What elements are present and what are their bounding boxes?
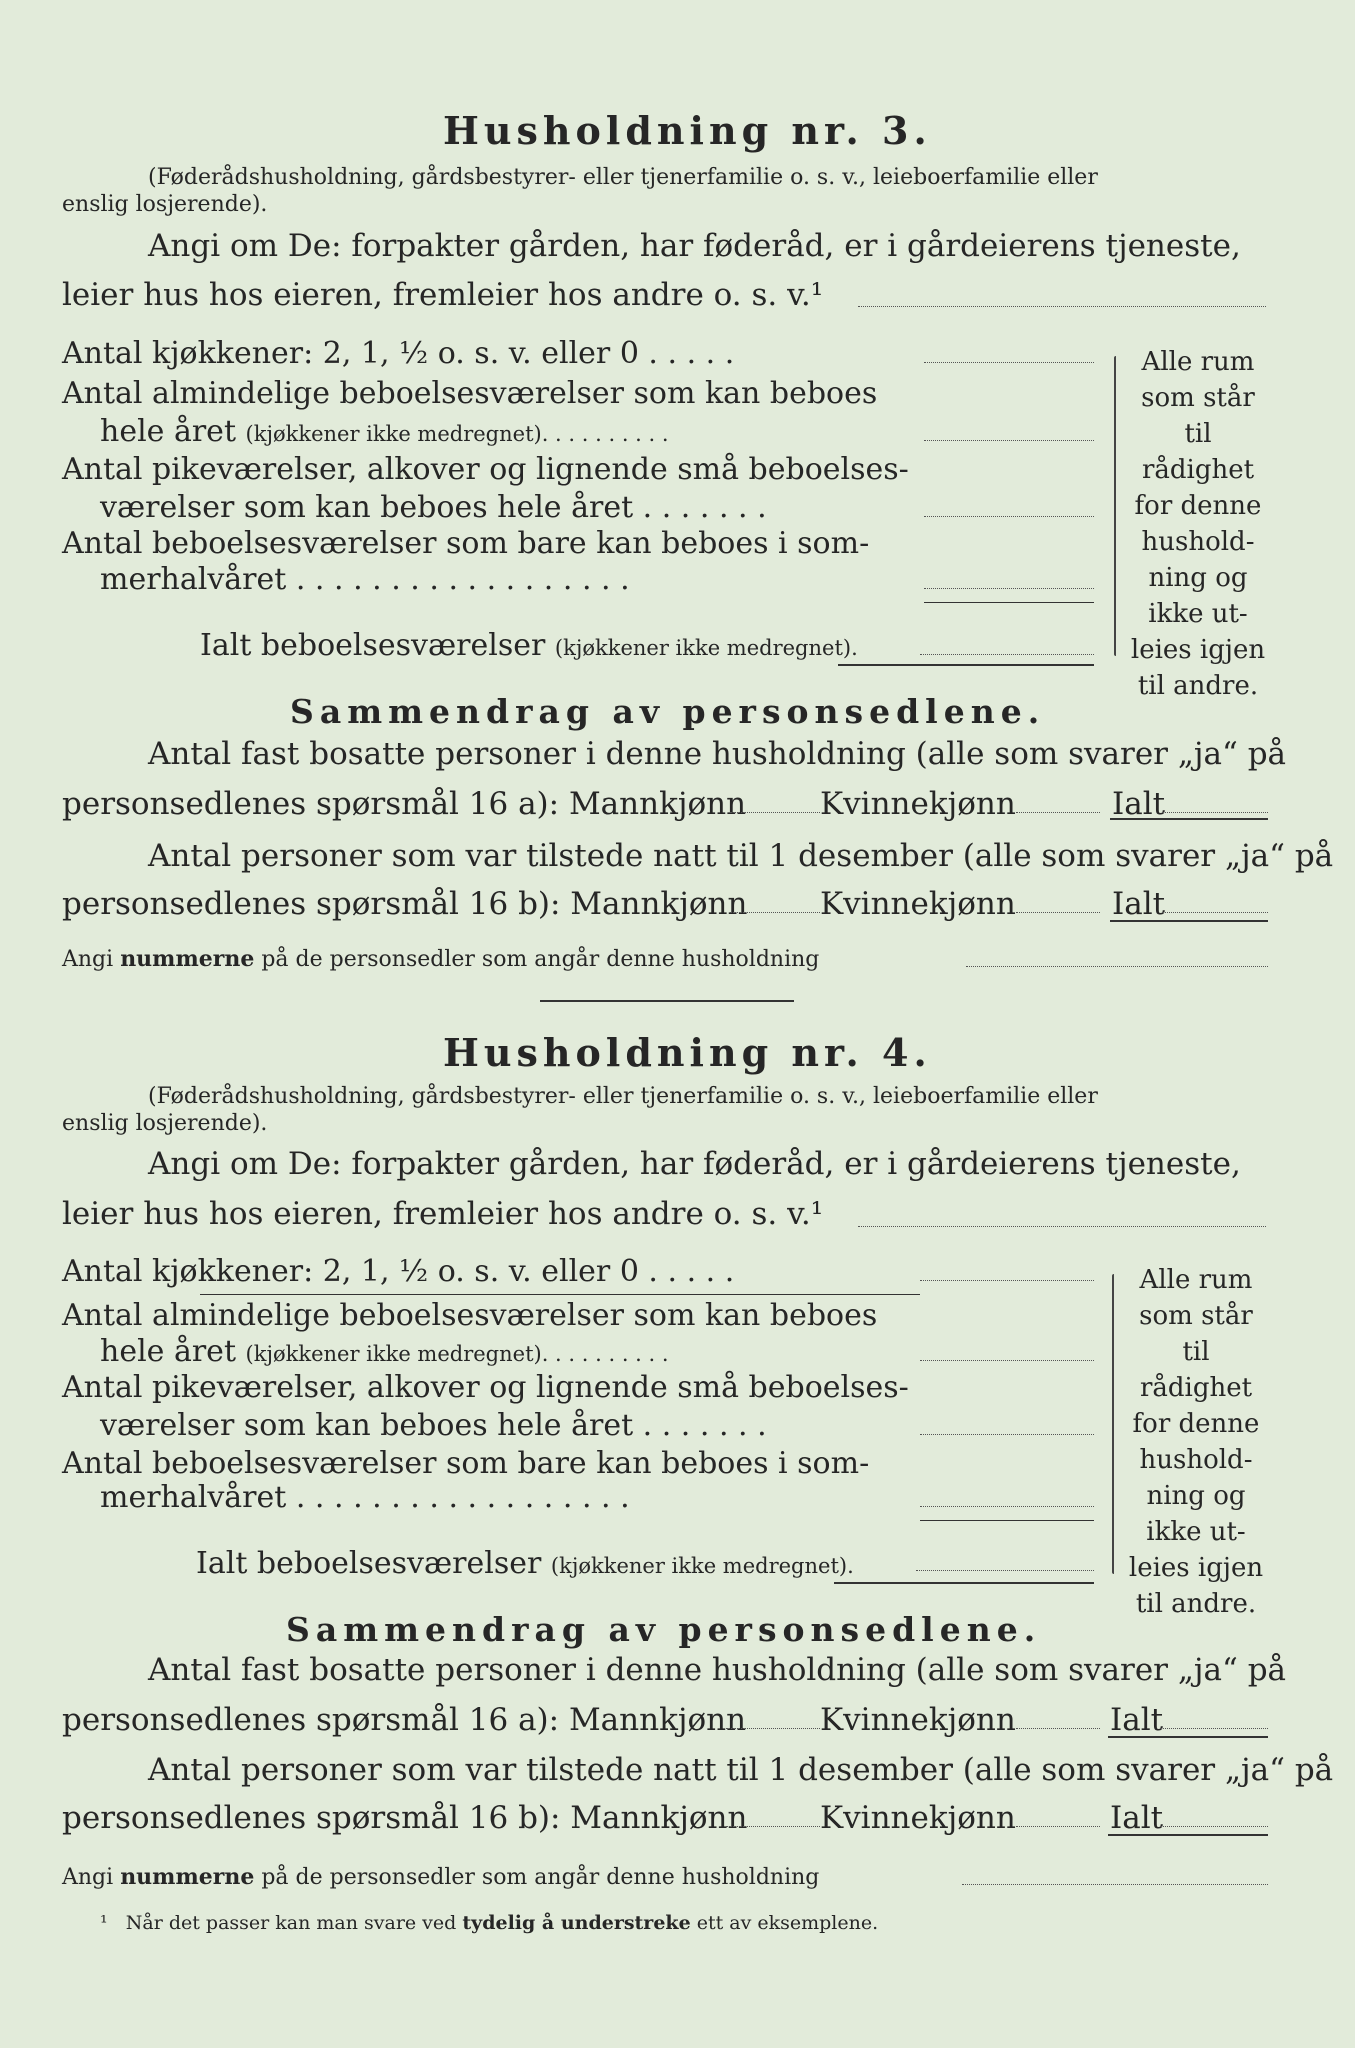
household-4-rooms-label-cont (100, 1334, 669, 1369)
household-3-numbers-field[interactable] (966, 966, 1268, 967)
household-3-angi: Angi om De: forpakter gården, har føderåd, er i gårdeierens tjeneste, (148, 228, 1241, 264)
household-3-total-rooms-note: (kjøkkener ikke medregnet). (554, 636, 858, 660)
household-3-angi-cont: leier hus hos eieren, fremleier hos andre o. s. v.¹ (62, 277, 824, 313)
household-3-resident-label: Antal fast bosatte personer i denne husholdning (alle som svarer „ja“ på (148, 736, 1287, 772)
household-3-maid-rooms-label-cont: værelser som kan beboes hele året . . . . . . . (100, 490, 767, 525)
household-3-numbers-b: nummerne (120, 946, 255, 972)
household-4-present-male-field[interactable] (726, 1826, 820, 1827)
household-3-present-label: Antal personer som var tilstede natt til 1 desember (alle som svarer „ja“ på (148, 838, 1334, 874)
household-4-kitchens-underline (200, 1294, 920, 1295)
household-3-present-total-field[interactable] (1162, 912, 1268, 913)
household-3-resident-female-label: Kvinnekjønn (820, 786, 1016, 822)
household-4-present-male-label: personsedlenes spørsmål 16 b): Mannkjønn (62, 1800, 748, 1836)
household-3-title: Husholdning nr. 3. (443, 108, 932, 153)
household-3-side-note: Alle rum som står til rådighet for denne hushold-ning og ikke ut-leies igjen til andre. (1130, 347, 1266, 701)
household-4-resident-male-field[interactable] (726, 1728, 820, 1729)
household-4-numbers-c: på de personsedler som angår denne husholdning (261, 1865, 820, 1890)
household-3-kitchens-field[interactable] (924, 362, 1094, 363)
footnote-text-b: tydelig å understreke (462, 1912, 691, 1934)
household-3-note: (Føderådshusholdning, gårdsbestyrer- eller tjenerfamilie o. s. v., leieboerfamilie eller (148, 165, 1098, 190)
household-3-total-underline (838, 664, 1094, 666)
household-3-rooms-hele: hele året (100, 414, 236, 449)
footnote-text-c: ett av eksemplene. (696, 1912, 879, 1934)
household-3-kitchens-label: Antal kjøkkener: 2, 1, ½ o. s. v. eller 0 . . . . . (62, 336, 735, 371)
household-4-resident-female-field[interactable] (1016, 1728, 1100, 1729)
household-3-summary-title: Sammendrag av personsedlene. (290, 692, 1046, 731)
household-3-present-male-label: personsedlenes spørsmål 16 b): Mannkjønn (62, 886, 748, 922)
household-3-summer-rooms-field[interactable] (924, 588, 1094, 589)
household-4-rooms-note: (kjøkkener ikke medregnet). . . . . . . . . . (245, 1342, 669, 1366)
footnote (100, 1912, 878, 1934)
household-3-maid-rooms-field[interactable] (924, 516, 1094, 517)
household-4-total-rooms-text: Ialt beboelsesværelser (196, 1546, 542, 1581)
household-4-total-rooms-note: (kjøkkener ikke medregnet). (550, 1554, 854, 1578)
household-3-rooms-note: (kjøkkener ikke medregnet). . . . . . . . . . (245, 422, 669, 446)
household-3-numbers-label (62, 946, 819, 972)
household-4-angi-field[interactable] (858, 1226, 1266, 1227)
household-4-numbers-field[interactable] (962, 1884, 1268, 1885)
household-3-note-cont: enslig losjerende). (62, 192, 268, 217)
household-3-rooms-label-cont (100, 414, 669, 449)
household-3-present-female-label: Kvinnekjønn (820, 886, 1016, 922)
household-3-rooms-label: Antal almindelige beboelsesværelser som kan beboes (62, 376, 878, 411)
household-4-total-underline (834, 1582, 1094, 1584)
household-4-summer-rooms-field[interactable] (920, 1506, 1094, 1507)
household-4-sum-rule (920, 1520, 1094, 1521)
household-3-numbers-a: Angi (62, 947, 114, 972)
household-4-kitchens-field[interactable] (920, 1280, 1094, 1281)
household-3-resident-male-field[interactable] (730, 812, 820, 813)
household-3-present-total-underline (1110, 920, 1268, 922)
household-4-rooms-hele: hele året (100, 1334, 236, 1369)
household-4-summer-rooms-label: Antal beboelsesværelser som bare kan beboes i som- (62, 1446, 870, 1481)
household-4-resident-total-label: Ialt (1110, 1702, 1164, 1738)
household-4-kitchens-label: Antal kjøkkener: 2, 1, ½ o. s. v. eller 0 . . . . . (62, 1254, 735, 1289)
household-3-present-total-label: Ialt (1112, 886, 1166, 922)
household-3-resident-male-label: personsedlenes spørsmål 16 a): Mannkjønn (62, 786, 747, 822)
household-4-summary-title: Sammendrag av personsedlene. (286, 1610, 1042, 1649)
household-4-brace (1112, 1274, 1114, 1574)
household-4-title: Husholdning nr. 4. (443, 1030, 932, 1075)
household-3-resident-total-field[interactable] (1162, 812, 1268, 813)
household-4-side-note: Alle rum som står til rådighet for denne hushold-ning og ikke ut-leies igjen til andre. (1128, 1265, 1264, 1619)
household-4-summer-rooms-label-cont: merhalvåret . . . . . . . . . . . . . . . . . . (100, 1480, 630, 1515)
household-3-summer-rooms-label-cont: merhalvåret . . . . . . . . . . . . . . . . . . (100, 562, 630, 597)
household-4-numbers-a: Angi (62, 1865, 114, 1890)
household-3-total-rooms-label (200, 628, 858, 663)
household-4-rooms-field[interactable] (920, 1360, 1094, 1361)
household-4-maid-rooms-label-cont: værelser som kan beboes hele året . . . . . . . (100, 1408, 767, 1443)
household-4-resident-label: Antal fast bosatte personer i denne husholdning (alle som svarer „ja“ på (148, 1652, 1287, 1688)
household-3-resident-total-underline (1110, 818, 1268, 820)
household-4-rooms-label: Antal almindelige beboelsesværelser som kan beboes (62, 1298, 878, 1333)
household-3-summer-rooms-label: Antal beboelsesværelser som bare kan beboes i som- (62, 526, 870, 561)
household-3-numbers-c: på de personsedler som angår denne husholdning (261, 947, 820, 972)
footnote-mark: ¹ (100, 1912, 108, 1934)
household-3-brace (1114, 356, 1116, 656)
household-4-maid-rooms-label: Antal pikeværelser, alkover og lignende små beboelses- (62, 1370, 909, 1405)
household-4-present-total-label: Ialt (1110, 1800, 1164, 1836)
household-3-angi-field[interactable] (858, 306, 1266, 307)
household-4-resident-female-label: Kvinnekjønn (820, 1702, 1016, 1738)
household-4-present-total-underline (1108, 1834, 1268, 1836)
household-4-angi-cont: leier hus hos eieren, fremleier hos andre o. s. v.¹ (62, 1196, 824, 1232)
household-4-present-female-field[interactable] (1016, 1826, 1100, 1827)
household-4-present-female-label: Kvinnekjønn (820, 1800, 1016, 1836)
household-4-resident-total-underline (1108, 1736, 1268, 1738)
household-4-present-label: Antal personer som var tilstede natt til 1 desember (alle som svarer „ja“ på (148, 1752, 1334, 1788)
household-3-resident-female-field[interactable] (1016, 812, 1100, 813)
household-4-resident-total-field[interactable] (1160, 1728, 1268, 1729)
household-4-numbers-label (62, 1864, 819, 1890)
household-4-present-total-field[interactable] (1160, 1826, 1268, 1827)
household-4-total-rooms-label (196, 1546, 854, 1581)
household-4-numbers-b: nummerne (120, 1864, 255, 1890)
footnote-text-a: Når det passer kan man svare ved (125, 1912, 457, 1934)
household-4-total-rooms-field[interactable] (916, 1570, 1094, 1571)
household-4-note-cont: enslig losjerende). (62, 1111, 268, 1136)
household-3-present-female-field[interactable] (1016, 912, 1100, 913)
household-3-maid-rooms-label: Antal pikeværelser, alkover og lignende små beboelses- (62, 452, 909, 487)
household-3-present-male-field[interactable] (730, 912, 820, 913)
household-3-total-rooms-text: Ialt beboelsesværelser (200, 628, 546, 663)
household-4-maid-rooms-field[interactable] (920, 1434, 1094, 1435)
household-3-rooms-field[interactable] (924, 440, 1094, 441)
household-4-angi: Angi om De: forpakter gården, har føderåd, er i gårdeierens tjeneste, (148, 1146, 1241, 1182)
section-divider (540, 1000, 794, 1002)
household-4-note: (Føderådshusholdning, gårdsbestyrer- eller tjenerfamilie o. s. v., leieboerfamilie eller (148, 1084, 1098, 1109)
household-3-resident-total-label: Ialt (1112, 786, 1166, 822)
household-3-total-rooms-field[interactable] (920, 654, 1094, 655)
household-3-sum-rule (924, 602, 1094, 603)
household-4-resident-male-label: personsedlenes spørsmål 16 a): Mannkjønn (62, 1702, 747, 1738)
